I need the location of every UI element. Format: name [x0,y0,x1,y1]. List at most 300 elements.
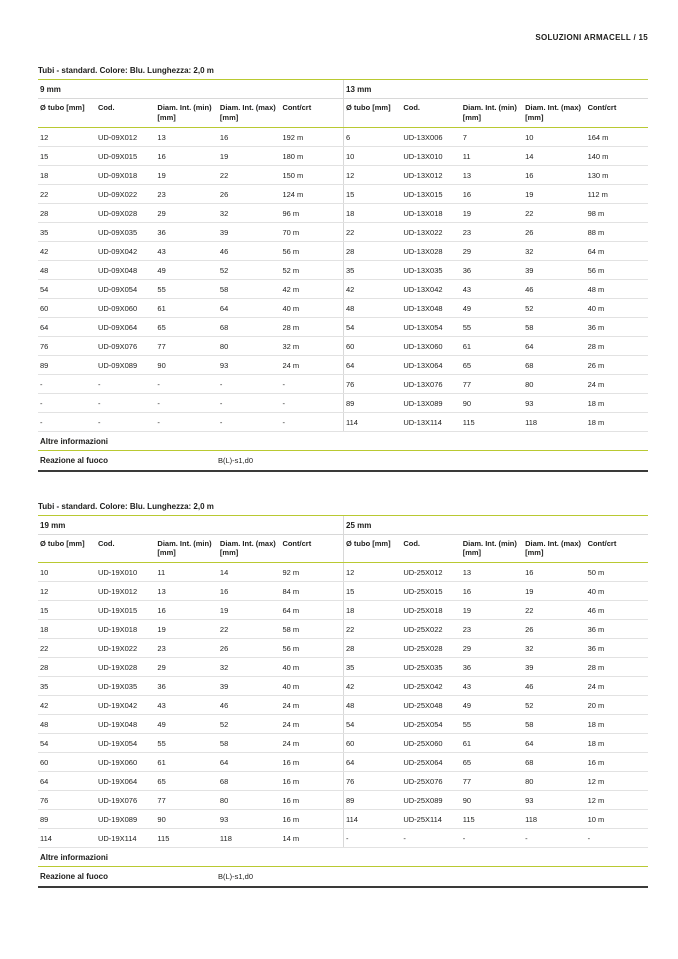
cell: 65 [155,317,218,336]
cell: 11 [461,146,523,165]
tables-row [38,80,648,432]
altre-informazioni-label: Altre informazioni [38,432,648,451]
cell: 115 [461,412,523,431]
cell: 15 [344,582,402,601]
cell: 16 [155,146,218,165]
cell: 60 [344,734,402,753]
cell: UD-25X015 [401,582,460,601]
column-header-row [344,99,649,128]
cell: 64 [344,753,402,772]
column-header: Cod. [401,99,460,128]
cell: 90 [461,791,523,810]
table-row [344,260,649,279]
cell: 18 m [586,734,648,753]
cell: 92 m [280,563,343,582]
cell: 19 [461,203,523,222]
cell: 52 [218,260,281,279]
cell: 76 [344,374,402,393]
cell: 12 m [586,791,648,810]
cell: UD-09X018 [96,165,155,184]
cell: 35 [38,677,96,696]
cell: 22 [344,620,402,639]
column-header: Diam. Int. (min) [mm] [155,99,218,128]
cell: 43 [155,696,218,715]
cell: UD-25X054 [401,715,460,734]
cell: 39 [218,222,281,241]
cell: 19 [218,146,281,165]
cell: 16 m [280,791,343,810]
cell: UD-19X022 [96,639,155,658]
cell: 46 [218,241,281,260]
column-header: Ø tubo [mm] [38,99,96,128]
cell: - [218,374,281,393]
cell: 10 [344,146,402,165]
cell: UD-13X006 [401,127,460,146]
cell: UD-09X054 [96,279,155,298]
cell: 39 [523,658,585,677]
size-header-row [38,516,343,535]
table-row [344,412,649,431]
cell: 42 m [280,279,343,298]
cell: UD-19X028 [96,658,155,677]
cell: 13 [461,563,523,582]
table-row [344,355,649,374]
cell: UD-09X064 [96,317,155,336]
table-row [38,810,343,829]
cell: 26 [523,222,585,241]
column-header: Diam. Int. (max) [mm] [523,534,585,563]
cell: 40 m [280,298,343,317]
cell: 22 [218,165,281,184]
cell: 16 [218,127,281,146]
table-row [38,620,343,639]
cell: 35 [344,260,402,279]
cell: 49 [461,298,523,317]
table-row [38,260,343,279]
cell: 64 m [586,241,648,260]
cell: 36 [461,260,523,279]
table-row [38,753,343,772]
cell: UD-13X064 [401,355,460,374]
column-header: Diam. Int. (min) [mm] [461,534,523,563]
cell: 43 [461,279,523,298]
cell: - [38,393,96,412]
table-row [38,412,343,431]
cell: 40 m [280,658,343,677]
cell: UD-25X076 [401,772,460,791]
cell: 46 [523,677,585,696]
cell: - [401,829,460,848]
cell: - [96,393,155,412]
cell: 68 [218,772,281,791]
cell: UD-13X015 [401,184,460,203]
cell: 18 [344,601,402,620]
cell: 15 [38,146,96,165]
column-header-row [38,99,343,128]
cell: 14 [523,146,585,165]
cell: 40 m [586,298,648,317]
cell: 36 [155,222,218,241]
cell: UD-19X054 [96,734,155,753]
cell: 52 [523,696,585,715]
cell: 48 [344,696,402,715]
cell: 46 m [586,601,648,620]
table-row [344,639,649,658]
cell: 64 m [280,601,343,620]
cell: 89 [38,810,96,829]
cell: 118 [523,412,585,431]
cell: 10 [38,563,96,582]
cell: UD-25X060 [401,734,460,753]
cell: 19 [218,601,281,620]
cell: 54 [38,734,96,753]
cell: UD-09X015 [96,146,155,165]
cell: UD-09X089 [96,355,155,374]
size-label: 9 mm [38,80,343,99]
cell: 18 m [586,412,648,431]
table-row [38,734,343,753]
column-header: Cod. [96,99,155,128]
cell: 22 [218,620,281,639]
cell: 89 [38,355,96,374]
cell: 48 [38,260,96,279]
cell: 52 [218,715,281,734]
cell: - [280,374,343,393]
table-row [38,601,343,620]
cell: - [461,829,523,848]
cell: - [344,829,402,848]
table-row [344,620,649,639]
table-row [38,658,343,677]
cell: 24 m [280,696,343,715]
cell: 23 [461,620,523,639]
cell: 42 [38,696,96,715]
cell: 58 [218,279,281,298]
cell: 40 m [586,582,648,601]
cell: 24 m [280,715,343,734]
cell: UD-13X048 [401,298,460,317]
cell: 15 [38,601,96,620]
cell: 26 m [586,355,648,374]
cell: 68 [523,355,585,374]
cell: 58 [218,734,281,753]
cell: 130 m [586,165,648,184]
cell: 10 [523,127,585,146]
cell: UD-19X089 [96,810,155,829]
cell: 76 [38,336,96,355]
cell: 56 m [586,260,648,279]
column-header: Cont/crt [280,99,343,128]
cell: UD-09X042 [96,241,155,260]
cell: 22 [38,639,96,658]
table-row [38,355,343,374]
cell: UD-25X022 [401,620,460,639]
size-header-row [344,80,649,99]
cell: UD-19X114 [96,829,155,848]
column-header: Diam. Int. (min) [mm] [461,99,523,128]
table-row [344,222,649,241]
cell: 42 [38,241,96,260]
reazione-value: B(L)-s1,d0 [218,872,254,881]
cell: 29 [155,203,218,222]
column-header: Cod. [401,534,460,563]
table-row [344,279,649,298]
cell: 60 [38,753,96,772]
cell: 55 [155,734,218,753]
size-header-row [38,80,343,99]
cell: UD-25X035 [401,658,460,677]
cell: 64 [523,336,585,355]
cell: 52 [523,298,585,317]
cell: 61 [461,336,523,355]
cell: 90 [461,393,523,412]
cell: 36 [155,677,218,696]
cell: 16 m [280,772,343,791]
cell: 23 [461,222,523,241]
table-row [344,298,649,317]
table-row [344,734,649,753]
cell: 48 m [586,279,648,298]
cell: 80 [218,336,281,355]
cell: UD-13X054 [401,317,460,336]
cell: 12 m [586,772,648,791]
cell: 46 [523,279,585,298]
cell: 22 [344,222,402,241]
cell: 84 m [280,582,343,601]
cell: 28 m [280,317,343,336]
cell: 54 [344,715,402,734]
cell: 64 [218,298,281,317]
cell: 50 m [586,563,648,582]
cell: 52 m [280,260,343,279]
cell: 32 [523,639,585,658]
cell: - [96,412,155,431]
cell: - [155,393,218,412]
column-header: Cont/crt [586,99,648,128]
cell: - [155,374,218,393]
cell: 39 [523,260,585,279]
cell: 60 [344,336,402,355]
cell: 114 [344,412,402,431]
cell: UD-13X076 [401,374,460,393]
cell: 68 [218,317,281,336]
cell: 24 m [280,355,343,374]
cell: UD-09X048 [96,260,155,279]
column-header: Ø tubo [mm] [344,534,402,563]
cell: 115 [461,810,523,829]
cell: 32 m [280,336,343,355]
cell: 192 m [280,127,343,146]
cell: 98 m [586,203,648,222]
cell: 12 [344,165,402,184]
cell: 14 [218,563,281,582]
cell: 24 m [280,734,343,753]
cell: 93 [523,393,585,412]
table-row [38,696,343,715]
cell: 43 [155,241,218,260]
column-header: Ø tubo [mm] [38,534,96,563]
cell: UD-19X076 [96,791,155,810]
table-row [344,336,649,355]
cell: 77 [461,374,523,393]
cell: 88 m [586,222,648,241]
cell: 164 m [586,127,648,146]
cell: 28 [344,639,402,658]
cell: - [218,412,281,431]
cell: UD-09X012 [96,127,155,146]
table-row [344,203,649,222]
cell: UD-13X089 [401,393,460,412]
size-table-13mm [343,80,648,432]
cell: 35 [38,222,96,241]
cell: UD-13X042 [401,279,460,298]
cell: 93 [218,810,281,829]
cell: 28 m [586,336,648,355]
cell: 65 [155,772,218,791]
cell: - [155,412,218,431]
cell: 76 [344,772,402,791]
cell: 28 m [586,658,648,677]
cell: 90 [155,810,218,829]
cell: UD-09X076 [96,336,155,355]
size-label: 13 mm [344,80,649,99]
table-row [344,601,649,620]
table-row [38,317,343,336]
cell: - [280,412,343,431]
cell: 55 [155,279,218,298]
cell: UD-13X018 [401,203,460,222]
size-table-25mm [343,516,648,849]
table-row [38,222,343,241]
column-header: Cont/crt [280,534,343,563]
table-row [344,165,649,184]
cell: 58 m [280,620,343,639]
cell: 16 m [280,810,343,829]
cell: UD-25X018 [401,601,460,620]
cell: 49 [461,696,523,715]
cell: 89 [344,791,402,810]
cell: 18 [38,165,96,184]
cell: 90 [155,355,218,374]
cell: 61 [461,734,523,753]
cell: 18 m [586,393,648,412]
table-row [38,279,343,298]
cell: 10 m [586,810,648,829]
cell: 49 [155,260,218,279]
table-row [344,393,649,412]
section-tubi-19-25 [38,502,648,889]
cell: 64 [344,355,402,374]
table-row [38,184,343,203]
cell: 118 [523,810,585,829]
reazione-al-fuoco-row [38,451,648,472]
cell: UD-19X042 [96,696,155,715]
cell: 140 m [586,146,648,165]
cell: UD-25X028 [401,639,460,658]
cell: 46 [218,696,281,715]
cell: 14 m [280,829,343,848]
table-row [38,127,343,146]
cell: 12 [38,582,96,601]
cell: 16 [523,165,585,184]
cell: 61 [155,298,218,317]
cell: 13 [155,127,218,146]
cell: 65 [461,355,523,374]
cell: 12 [344,563,402,582]
cell: 150 m [280,165,343,184]
tables-row [38,516,648,849]
cell: UD-09X022 [96,184,155,203]
reazione-value: B(L)-s1,d0 [218,455,254,465]
cell: UD-25X042 [401,677,460,696]
section-title: Tubi - standard. Colore: Blu. Lunghezza: 2,0 m [38,66,648,80]
size-label: 19 mm [38,516,343,535]
cell: 15 [344,184,402,203]
page-content [38,66,648,888]
table-row [38,791,343,810]
cell: 23 [155,184,218,203]
cell: 43 [461,677,523,696]
cell: 115 [155,829,218,848]
cell: - [523,829,585,848]
cell: 65 [461,753,523,772]
cell: - [280,393,343,412]
cell: - [38,374,96,393]
cell: 93 [218,355,281,374]
cell: 18 [38,620,96,639]
table-row [344,829,649,848]
column-header: Diam. Int. (min) [mm] [155,534,218,563]
cell: 7 [461,127,523,146]
cell: UD-19X064 [96,772,155,791]
cell: UD-25X089 [401,791,460,810]
table-row [38,563,343,582]
cell: 26 [218,639,281,658]
cell: 36 m [586,639,648,658]
table-row [38,298,343,317]
cell: UD-25X048 [401,696,460,715]
cell: 49 [155,715,218,734]
page-header: SOLUZIONI ARMACELL / 15 [535,33,648,42]
cell: UD-25X012 [401,563,460,582]
cell: 64 [218,753,281,772]
cell: 16 [461,184,523,203]
cell: 13 [155,582,218,601]
cell: 54 [344,317,402,336]
column-header: Cod. [96,534,155,563]
cell: UD-19X010 [96,563,155,582]
table-row [38,203,343,222]
cell: 19 [523,184,585,203]
column-header: Diam. Int. (max) [mm] [218,99,281,128]
cell: 56 m [280,241,343,260]
cell: 114 [344,810,402,829]
cell: 16 [155,601,218,620]
table-row [344,772,649,791]
cell: 26 [523,620,585,639]
cell: 20 m [586,696,648,715]
cell: 18 m [586,715,648,734]
reazione-al-fuoco-row [38,867,648,888]
table-row [38,829,343,848]
column-header: Diam. Int. (max) [mm] [218,534,281,563]
size-label: 25 mm [344,516,649,535]
column-header: Diam. Int. (max) [mm] [523,99,585,128]
table-row [344,127,649,146]
cell: 55 [461,715,523,734]
table-row [344,582,649,601]
cell: 48 [344,298,402,317]
